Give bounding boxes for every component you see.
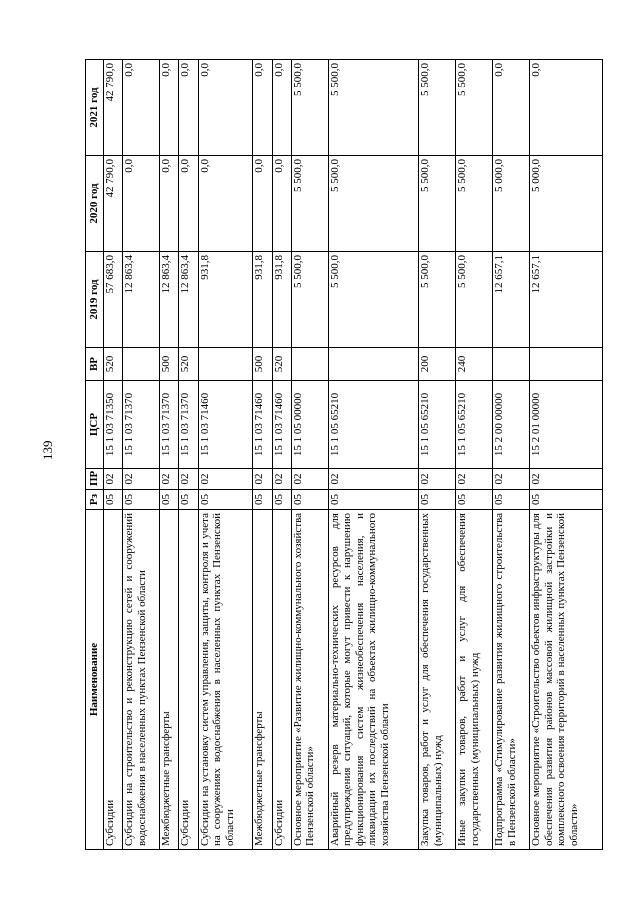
table-row (253, 60, 272, 850)
cell-rz: 05 (272, 490, 291, 510)
cell-vr (530, 348, 603, 381)
cell-rz: 05 (198, 490, 253, 510)
header-2019: 2019 год (86, 252, 104, 348)
cell-rz: 05 (253, 490, 272, 510)
cell-rz: 05 (291, 490, 328, 510)
cell-2019: 12 657,1 (530, 252, 603, 348)
cell-name: Субсидии на строительство и реконструкцию сетей и сооружений водоснабжения в населенных пунктах Пензенской области (123, 510, 160, 850)
cell-pr: 02 (198, 469, 253, 490)
cell-name: Иные закупки товаров, работ и услуг для обеспечения государственных (муниципальных) нужд (456, 510, 493, 850)
cell-csr: 15 1 03 71350 (104, 381, 123, 469)
cell-2020: 0,0 (253, 156, 272, 252)
cell-vr: 520 (179, 348, 198, 381)
header-2021: 2021 год (86, 60, 104, 156)
cell-2021: 5 500,0 (419, 60, 456, 156)
cell-2019: 5 500,0 (456, 252, 493, 348)
cell-rz: 05 (179, 490, 198, 510)
cell-vr: 500 (160, 348, 179, 381)
header-row (86, 60, 104, 850)
header-csr: ЦСР (86, 381, 104, 469)
budget-table (85, 59, 603, 850)
cell-csr: 15 1 03 71460 (253, 381, 272, 469)
cell-2021: 5 500,0 (328, 60, 418, 156)
table-row (456, 60, 493, 850)
cell-2021: 42 790,0 (104, 60, 123, 156)
cell-rz: 05 (530, 490, 603, 510)
cell-pr: 02 (419, 469, 456, 490)
cell-csr: 15 1 03 71460 (272, 381, 291, 469)
cell-2019: 12 863,4 (123, 252, 160, 348)
cell-pr: 02 (493, 469, 530, 490)
cell-vr: 520 (104, 348, 123, 381)
cell-name: Закупка товаров, работ и услуг для обеспечения государственных (муниципальных) нужд (419, 510, 456, 850)
cell-pr: 02 (291, 469, 328, 490)
table-header (86, 60, 104, 850)
table-row (530, 60, 603, 850)
cell-2020: 42 790,0 (104, 156, 123, 252)
page-number: 139 (40, 440, 55, 460)
cell-2019: 12 657,1 (493, 252, 530, 348)
cell-2020: 0,0 (179, 156, 198, 252)
cell-pr: 02 (253, 469, 272, 490)
cell-vr: 500 (253, 348, 272, 381)
cell-rz: 05 (123, 490, 160, 510)
cell-2020: 5 500,0 (419, 156, 456, 252)
table-row (328, 60, 418, 850)
cell-2021: 0,0 (272, 60, 291, 156)
cell-2020: 5 500,0 (291, 156, 328, 252)
header-rz: Рз (86, 490, 104, 510)
cell-pr: 02 (104, 469, 123, 490)
header-vr: ВР (86, 348, 104, 381)
cell-2019: 931,8 (272, 252, 291, 348)
cell-name: Субсидии (272, 510, 291, 850)
table-row (419, 60, 456, 850)
cell-pr: 02 (456, 469, 493, 490)
cell-2020: 5 000,0 (530, 156, 603, 252)
cell-rz: 05 (456, 490, 493, 510)
cell-2020: 5 500,0 (456, 156, 493, 252)
cell-2020: 0,0 (123, 156, 160, 252)
cell-vr (198, 348, 253, 381)
cell-2020: 5 500,0 (328, 156, 418, 252)
cell-rz: 05 (419, 490, 456, 510)
cell-csr: 15 1 05 65210 (328, 381, 418, 469)
cell-2021: 0,0 (198, 60, 253, 156)
header-name: Наименование (86, 510, 104, 850)
rotated-table-container (85, 60, 603, 850)
cell-pr: 02 (179, 469, 198, 490)
cell-vr (328, 348, 418, 381)
cell-name: Аварийный резерв материально-технических ресурсов для предупреждения ситуаций, которые могут привести к нарушению функционирования систем жизнеобеспечения населения, и ликвидации их последствий на объектах жилищно-коммунального хозяйства Пензенской области (328, 510, 418, 850)
cell-2020: 0,0 (160, 156, 179, 252)
table-row (123, 60, 160, 850)
cell-rz: 05 (160, 490, 179, 510)
cell-pr: 02 (272, 469, 291, 490)
table-body (104, 60, 603, 850)
cell-2020: 0,0 (272, 156, 291, 252)
cell-csr: 15 1 05 65210 (456, 381, 493, 469)
cell-2019: 5 500,0 (291, 252, 328, 348)
cell-rz: 05 (104, 490, 123, 510)
cell-csr: 15 2 01 00000 (530, 381, 603, 469)
table-row (493, 60, 530, 850)
cell-2021: 0,0 (253, 60, 272, 156)
cell-vr (493, 348, 530, 381)
table-row (272, 60, 291, 850)
cell-pr: 02 (530, 469, 603, 490)
cell-2021: 5 500,0 (291, 60, 328, 156)
table-row (160, 60, 179, 850)
cell-2019: 5 500,0 (419, 252, 456, 348)
table-row (291, 60, 328, 850)
cell-csr: 15 1 03 71370 (123, 381, 160, 469)
cell-vr (291, 348, 328, 381)
cell-vr (123, 348, 160, 381)
cell-2019: 57 683,0 (104, 252, 123, 348)
cell-2019: 931,8 (198, 252, 253, 348)
cell-name: Подпрограмма «Стимулирование развития жилищного строительства в Пензенской области» (493, 510, 530, 850)
header-2020: 2020 год (86, 156, 104, 252)
cell-2019: 12 863,4 (160, 252, 179, 348)
cell-csr: 15 1 03 71460 (198, 381, 253, 469)
cell-2019: 931,8 (253, 252, 272, 348)
cell-rz: 05 (328, 490, 418, 510)
cell-rz: 05 (493, 490, 530, 510)
table-row (104, 60, 123, 850)
cell-2021: 0,0 (179, 60, 198, 156)
cell-name: Межбюджетные трансферты (253, 510, 272, 850)
cell-2020: 5 000,0 (493, 156, 530, 252)
cell-csr: 15 1 03 71370 (179, 381, 198, 469)
cell-2021: 0,0 (160, 60, 179, 156)
cell-csr: 15 1 03 71370 (160, 381, 179, 469)
cell-name: Основное мероприятие «Строительство объектов инфраструктуры для обеспечения развития районов массовой жилищной застройки и комплексного освоения территорий в населенных пунктах Пензенской области» (530, 510, 603, 850)
cell-pr: 02 (160, 469, 179, 490)
cell-vr: 520 (272, 348, 291, 381)
cell-name: Основное мероприятие «Развитие жилищно-коммунального хозяйства Пензенской области» (291, 510, 328, 850)
cell-name: Субсидии (104, 510, 123, 850)
cell-csr: 15 1 05 00000 (291, 381, 328, 469)
cell-name: Субсидии (179, 510, 198, 850)
cell-2019: 12 863,4 (179, 252, 198, 348)
cell-2021: 0,0 (530, 60, 603, 156)
cell-pr: 02 (328, 469, 418, 490)
cell-vr: 200 (419, 348, 456, 381)
cell-name: Межбюджетные трансферты (160, 510, 179, 850)
cell-2021: 5 500,0 (456, 60, 493, 156)
cell-pr: 02 (123, 469, 160, 490)
cell-2019: 5 500,0 (328, 252, 418, 348)
cell-csr: 15 1 05 65210 (419, 381, 456, 469)
cell-csr: 15 2 00 00000 (493, 381, 530, 469)
table-row (179, 60, 198, 850)
cell-name: Субсидии на установку систем управления, защиты, контроля и учета на сооружениях водоснабжения в населенных пунктах Пензенской области (198, 510, 253, 850)
table-row (198, 60, 253, 850)
cell-2020: 0,0 (198, 156, 253, 252)
cell-2021: 0,0 (493, 60, 530, 156)
header-pr: ПР (86, 469, 104, 490)
cell-2021: 0,0 (123, 60, 160, 156)
cell-vr: 240 (456, 348, 493, 381)
